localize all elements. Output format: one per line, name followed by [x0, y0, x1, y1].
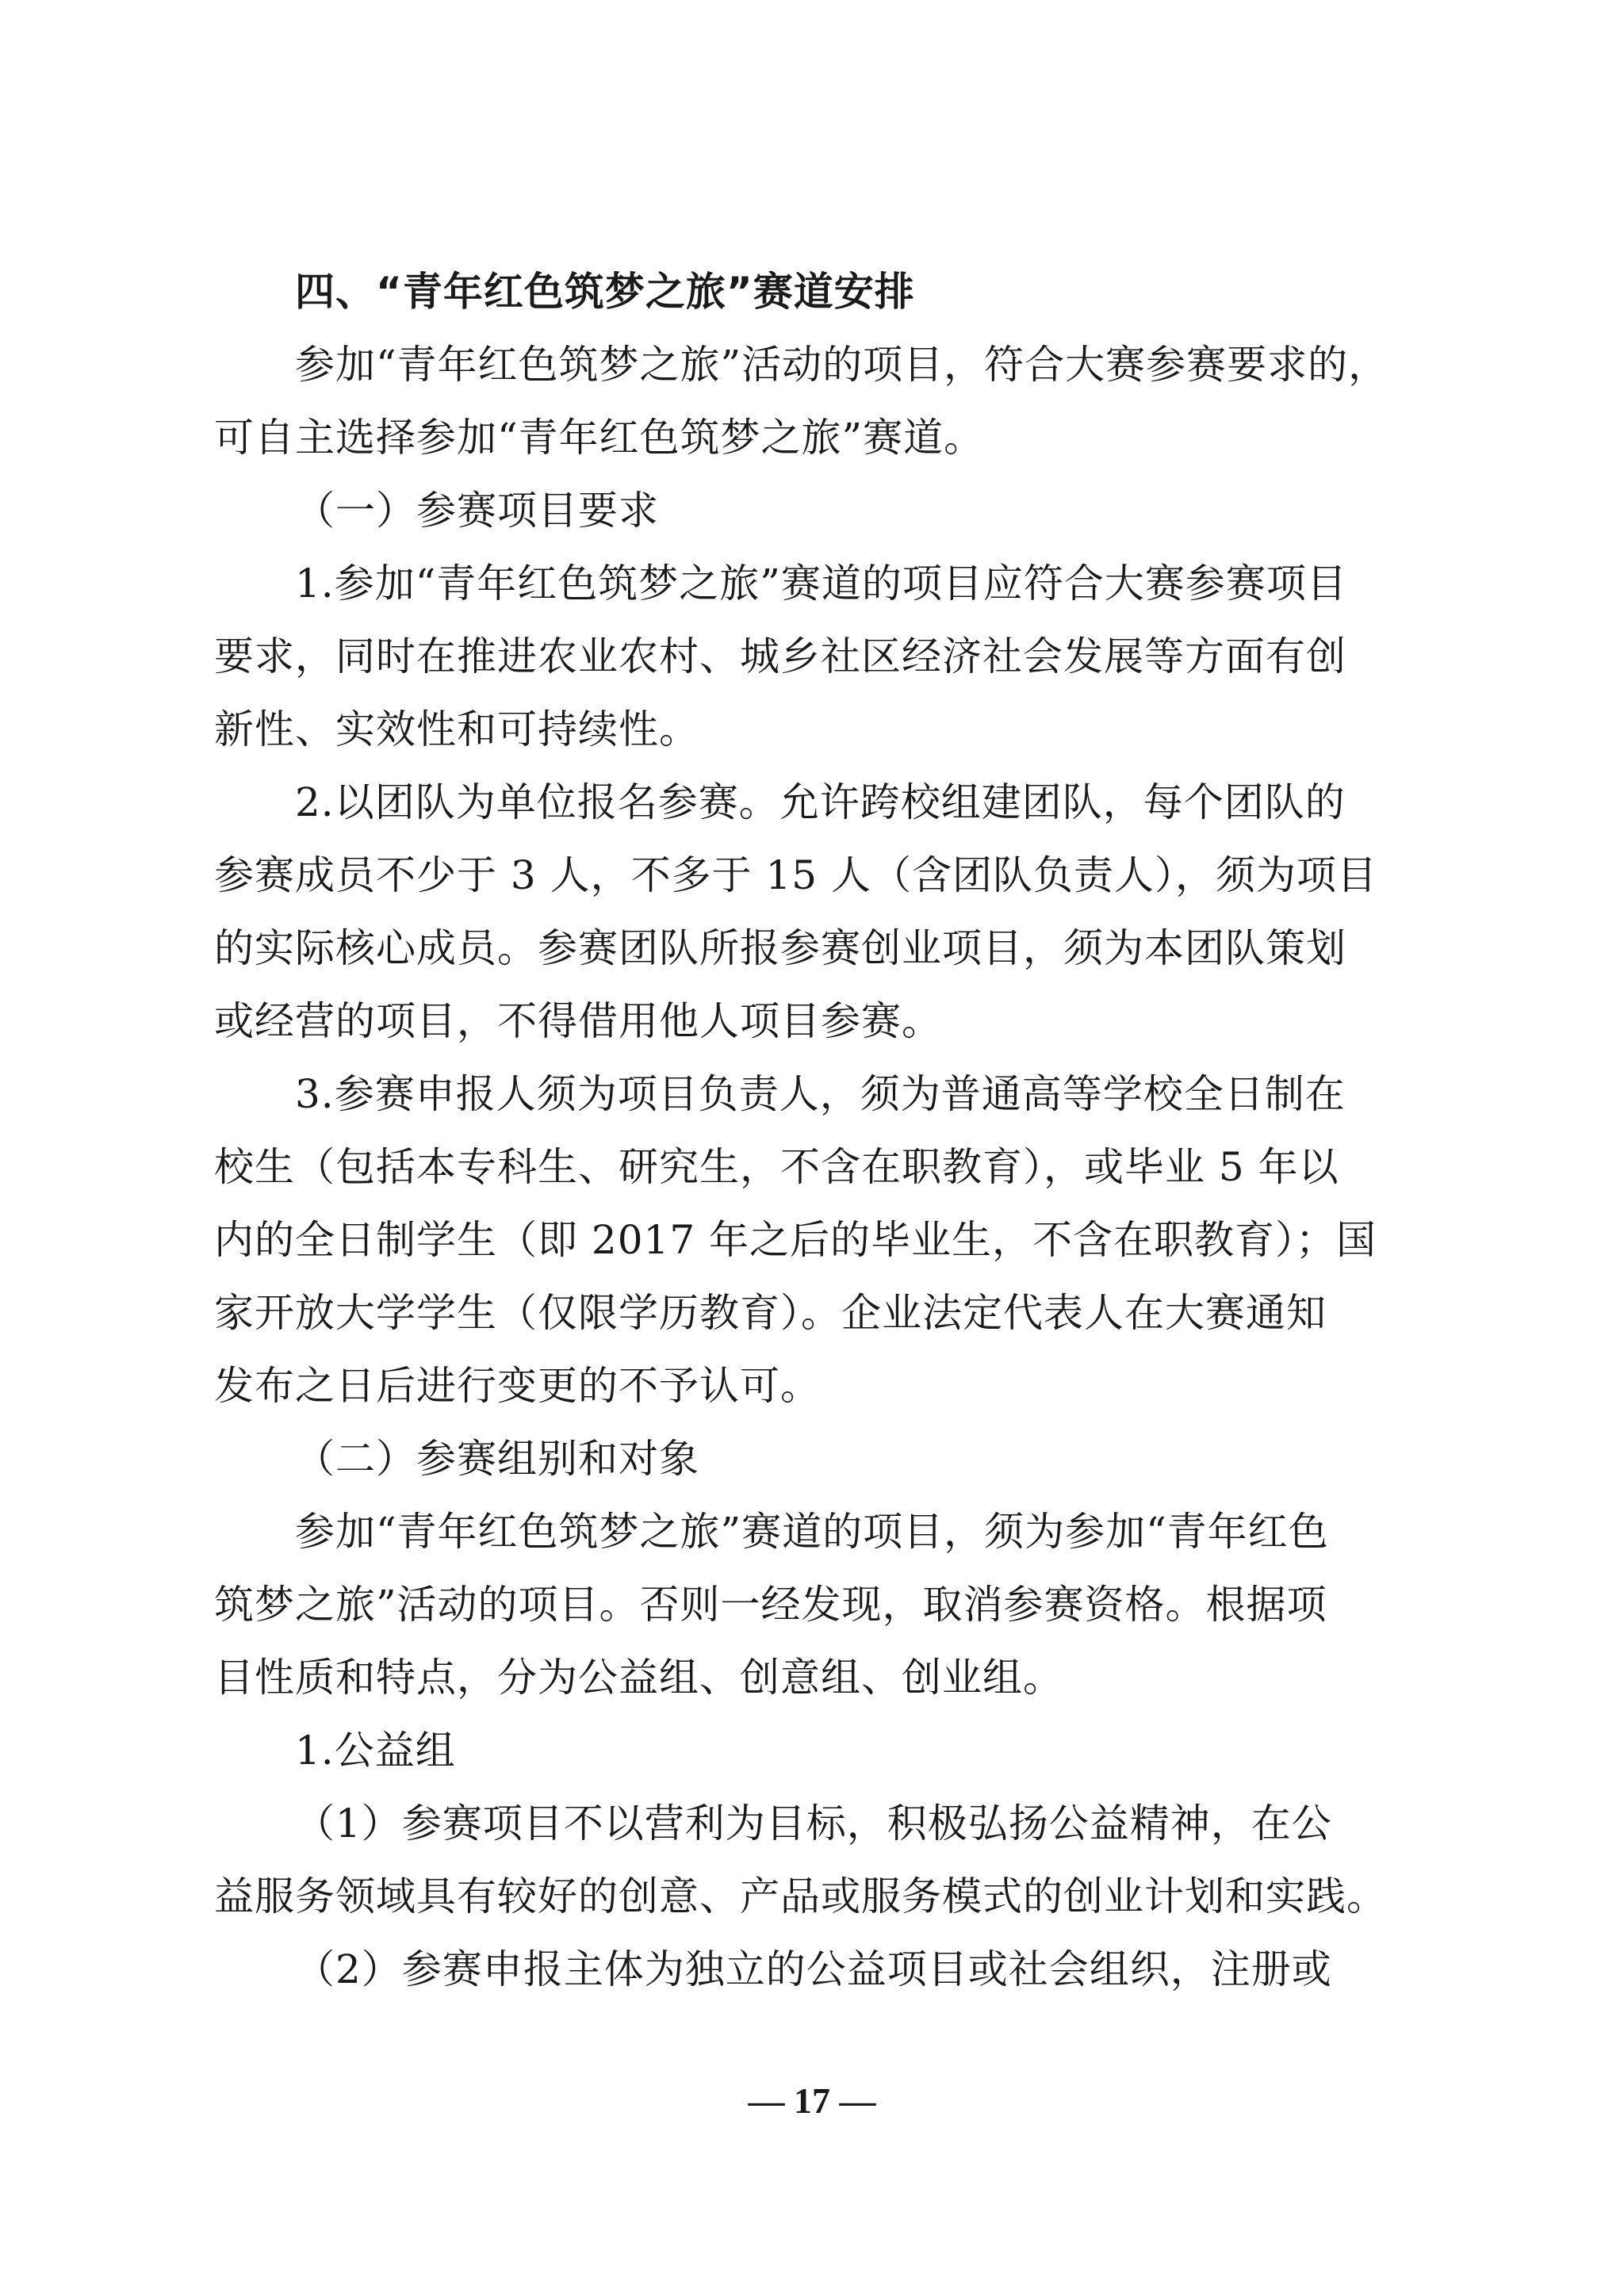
paragraph-line: 发布之日后进行变更的不予认可。: [214, 1363, 821, 1409]
paragraph-line: 可自主选择参加“青年红色筑梦之旅”赛道。: [214, 415, 985, 461]
paragraph-line: 家开放大学学生（仅限学历教育）。企业法定代表人在大赛通知: [214, 1290, 1327, 1336]
paragraph-line: 的实际核心成员。参赛团队所报参赛创业项目，须为本团队策划: [214, 925, 1346, 971]
paragraph-line: 筑梦之旅”活动的项目。否则一经发现，取消参赛资格。根据项: [214, 1582, 1327, 1628]
subsection-heading: （二）参赛组别和对象: [295, 1436, 699, 1482]
paragraph-line: 参赛成员不少于 3 人，不多于 15 人（含团队负责人），须为项目: [214, 852, 1378, 898]
paragraph-line: 目性质和特点，分为公益组、创意组、创业组。: [214, 1655, 1063, 1701]
paragraph-line: 益服务领域具有较好的创意、产品或服务模式的创业计划和实践。: [214, 1873, 1387, 1919]
paragraph-line: 要求，同时在推进农业农村、城乡社区经济社会发展等方面有创: [214, 633, 1346, 679]
paragraph-line: 参加“青年红色筑梦之旅”赛道的项目，须为参加“青年红色: [295, 1509, 1329, 1555]
paragraph-line: 内的全日制学生（即 2017 年之后的毕业生，不含在职教育）；国: [214, 1217, 1377, 1263]
paragraph-line: 3.参赛申报人须为项目负责人，须为普通高等学校全日制在: [295, 1071, 1346, 1117]
paragraph-line: 新性、实效性和可持续性。: [214, 706, 699, 752]
paragraph-line: （1）参赛项目不以营利为目标，积极弘扬公益精神，在公: [295, 1800, 1332, 1846]
paragraph-line: 或经营的项目，不得借用他人项目参赛。: [214, 998, 942, 1044]
paragraph-line: 校生（包括本专科生、研究生，不含在职教育），或毕业 5 年以: [214, 1144, 1339, 1190]
subsection-heading: （一）参赛项目要求: [295, 488, 659, 534]
paragraph-line: （2）参赛申报主体为独立的公益项目或社会组织，注册或: [295, 1946, 1332, 1992]
paragraph-line: 参加“青年红色筑梦之旅”活动的项目，符合大赛参赛要求的，: [295, 342, 1389, 388]
page-number: — 17 —: [748, 2080, 876, 2121]
paragraph-line: 1.参加“青年红色筑梦之旅”赛道的项目应符合大赛参赛项目: [295, 561, 1347, 607]
section-heading: 四、“青年红色筑梦之旅”赛道安排: [295, 269, 915, 315]
paragraph-line: 1.公益组: [295, 1728, 456, 1774]
paragraph-line: 2.以团队为单位报名参赛。允许跨校组建团队，每个团队的: [295, 779, 1346, 825]
